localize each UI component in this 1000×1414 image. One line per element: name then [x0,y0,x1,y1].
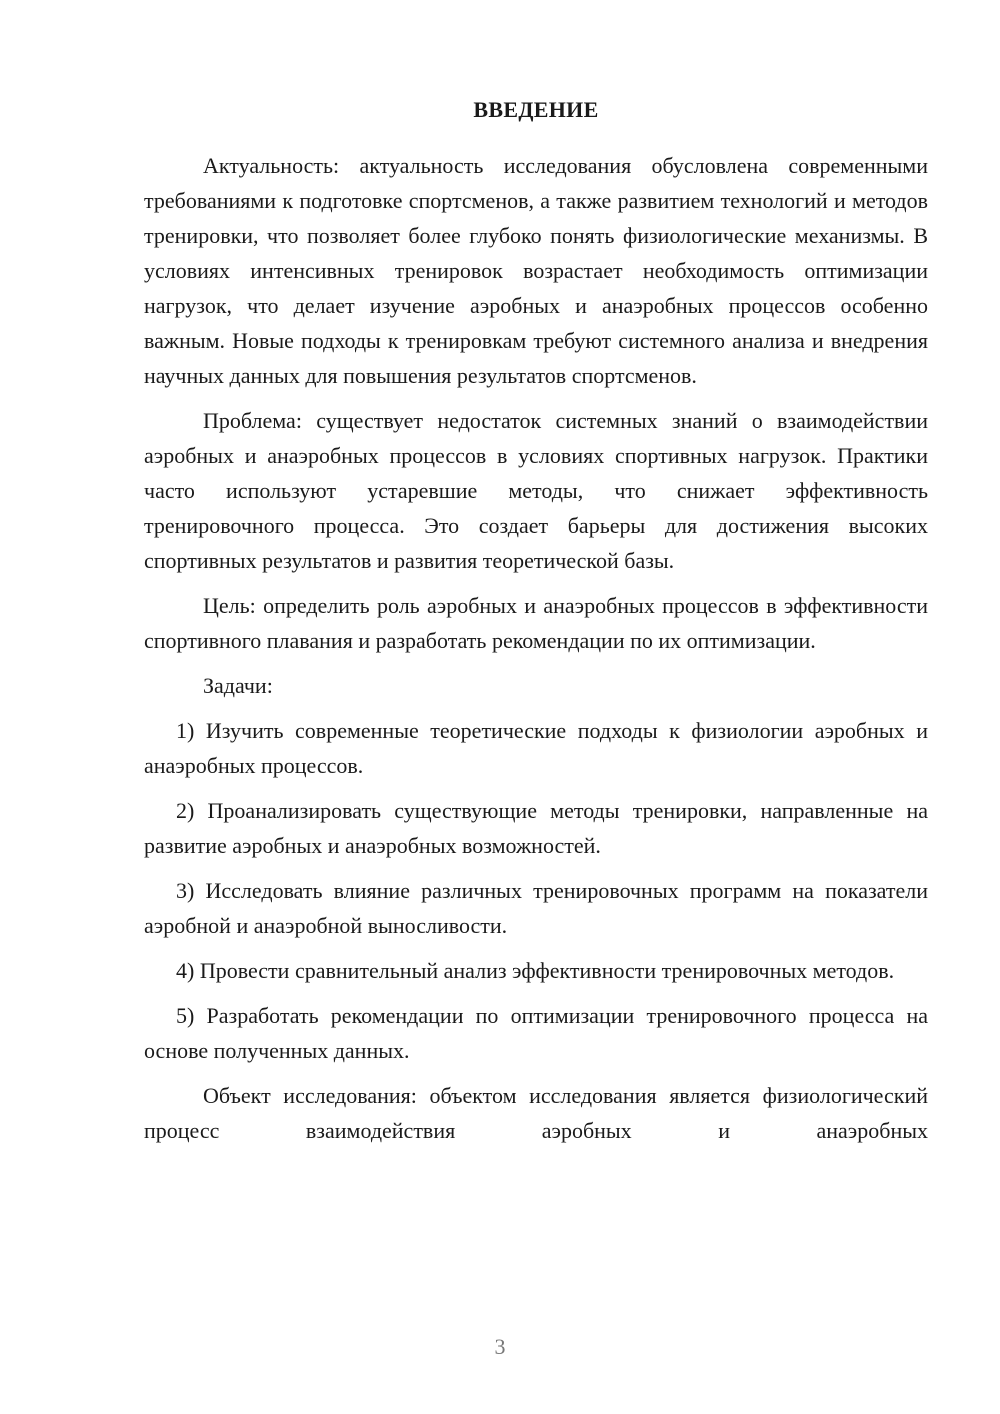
problem-paragraph: Проблема: существует недостаток системных знаний о взаимодействии аэробных и анаэробных процессов в условиях спортивных нагрузок. Практики часто используют устаревшие методы, что снижает эффективность тренировочного процесса. Это создает барьеры для достижения высоких спортивных результатов и развития теоретической базы. [144,408,928,573]
section-heading: ВВЕДЕНИЕ [473,97,599,122]
relevance-paragraph: Актуальность: актуальность исследования обусловлена современными требованиями к подготовке спортсменов, а также развитием технологий и методов тренировки, что позволяет более глубоко понять физиологические механизмы. В условиях интенсивных тренировок возрастает необходимость оптимизации нагрузок, что делает изучение аэробных и анаэробных процессов особенно важным. Новые подходы к тренировкам требуют системного анализа и внедрения научных данных для повышения результатов спортсменов. [144,153,928,388]
task-item: 3) Исследовать влияние различных тренировочных программ на показатели аэробной и анаэробной выносливости. [144,878,928,938]
task-item: 1) Изучить современные теоретические подходы к физиологии аэробных и анаэробных процессов. [144,718,928,778]
goal-paragraph: Цель: определить роль аэробных и анаэробных процессов в эффективности спортивного плавания и разработать рекомендации по их оптимизации. [144,593,928,653]
page-number: 3 [494,1334,506,1359]
task-item: 5) Разработать рекомендации по оптимизации тренировочного процесса на основе полученных данных. [144,1003,928,1063]
object-paragraph: Объект исследования: объектом исследования является физиологический процесс взаимодействия аэробных и анаэробных [144,1083,928,1143]
task-item: 4) Провести сравнительный анализ эффективности тренировочных методов. [176,958,895,983]
task-item: 2) Проанализировать существующие методы тренировки, направленные на развитие аэробных и анаэробных возможностей. [144,798,928,858]
document-page [144,96,928,1158]
tasks-label: Задачи: [203,673,273,698]
